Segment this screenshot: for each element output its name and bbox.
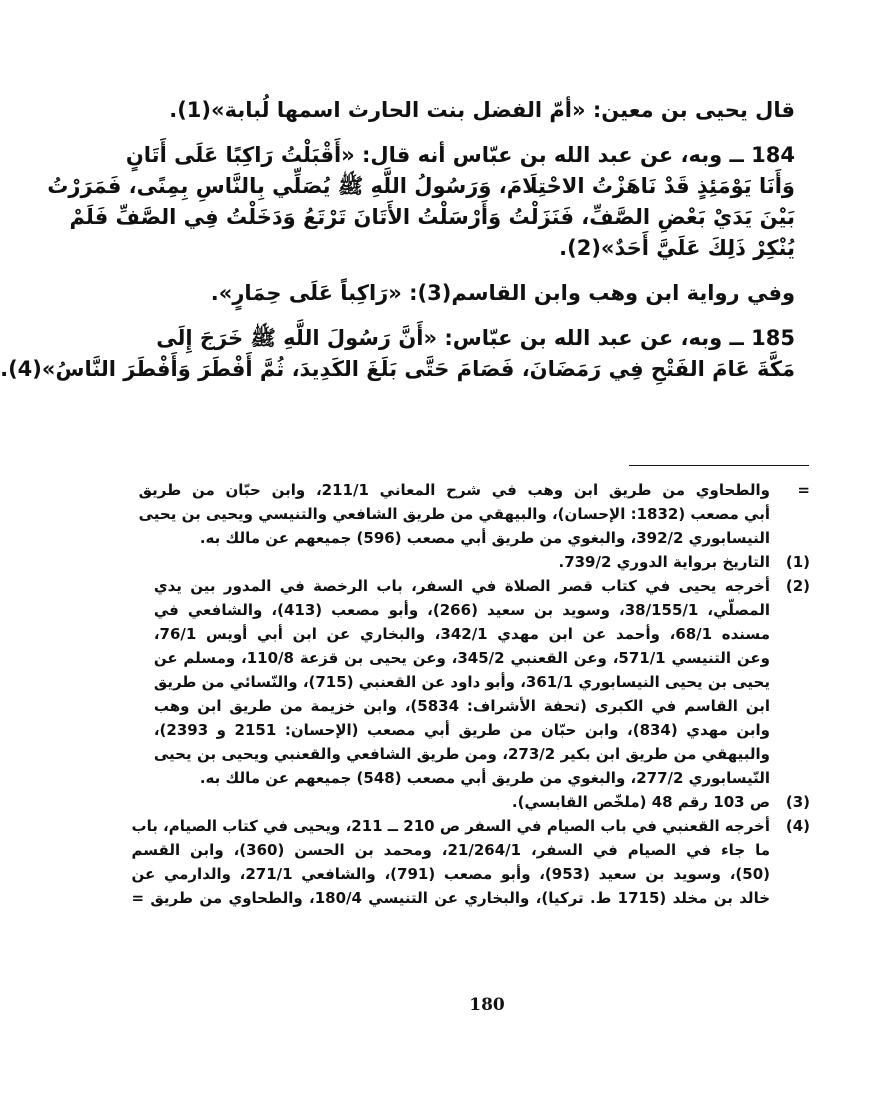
footnote-line: المصلّي، 38/155/1، وسويد بن سعيد (266)، وأبو مصعب (413)، والشافعي في (153, 601, 770, 619)
footnote (138, 478, 810, 550)
footnote-text (139, 478, 770, 550)
footnote-line: وابن مهدي (834)، وابن حبّان من طريق أبي مصعب (الإحسان: 2151 و 2393)، (153, 721, 771, 739)
main-text (0, 95, 795, 385)
main-text-line: وفي رواية ابن وهب وابن القاسم(3): «رَاكِباً عَلَى حِمَارٍ». (210, 281, 795, 305)
page-number: 180 (469, 995, 505, 1015)
footnote-divider (629, 465, 809, 466)
footnote-line: والبيهقي من طريق ابن بكير 273/2، ومن طريق الشافعي والقعنبي ويحيى بن يحيى (153, 745, 770, 763)
footnote-line: يحيى بن يحيى النيسابوري 361/1، وأبو داود عن القعنبي (715)، والنّسائي من طريق (153, 673, 770, 691)
footnote-line: النّيسابوري 277/2، والبغوي من طريق أبي مصعب (548) جميعهم عن مالك به. (199, 769, 770, 787)
main-text-line: 185 ــ وبه، عن عبد الله بن عبّاس: «أَنَّ رَسُولَ اللَّهِ ﷺ خَرَجَ إِلَى (156, 326, 795, 350)
footnote-number: (2) (785, 577, 810, 595)
footnote-line: النيسابوري 392/2، والبغوي من طريق أبي مصعب (596) جميعهم عن مالك به. (199, 529, 770, 547)
footnotes (131, 478, 810, 910)
footnote (160, 550, 810, 574)
footnote-line: التاريخ برواية الدوري 739/2. (558, 553, 770, 571)
footnote (160, 790, 810, 814)
footnote-text (132, 814, 771, 910)
footnote-text (160, 790, 770, 814)
footnote-line: أخرجه يحيى في كتاب قصر الصلاة في السفر، باب الرخصة في المدور بين يدي (153, 577, 770, 595)
main-text-line: 184 ــ وبه، عن عبد الله بن عبّاس أنه قال: «أَقْبَلْتُ رَاكِبًا عَلَى أَتَانٍ (125, 143, 795, 167)
footnote-line: أخرجه القعنبي في باب الصيام في السفر ص 210 ــ 211، ويحيى في كتاب الصيام، باب (131, 817, 770, 835)
footnote (131, 814, 810, 910)
footnote-number: (4) (785, 817, 810, 835)
footnote-line: والطحاوي من طريق ابن وهب في شرح المعاني 211/1، وابن حبّان من طريق (138, 481, 771, 499)
main-text-line: وَأَنَا يَوْمَئِذٍ قَدْ نَاهَزْتُ الاحْتِلَامَ، وَرَسُولُ اللَّهِ ﷺ يُصَلِّي بِالنَّاسِ بِمِنًى، فَمَرَرْتُ (47, 174, 795, 198)
footnote-number: = (797, 481, 810, 499)
footnote-number: (1) (785, 553, 810, 571)
main-text-line: مَكَّةَ عَامَ الفَتْحِ فِي رَمَضَانَ، فَصَامَ حَتَّى بَلَغَ الكَدِيدَ، ثُمَّ أَفْطَرَ وَأَفْطَرَ النَّاسُ»(4). (0, 357, 795, 381)
footnote-text (160, 550, 770, 574)
footnote-line: مسنده 68/1، وأحمد عن ابن مهدي 342/1، والبخاري عن ابن أبي أويس 76/1، (153, 625, 770, 643)
main-text-line: قال يحيى بن معين: «أمّ الفضل بنت الحارث اسمها لُبابة»(1). (169, 98, 795, 122)
footnote-line: أبي مصعب (1832: الإحسان)، والبيهقي من طريق الشافعي والتنيسي ويحيى بن يحيى (138, 505, 770, 523)
footnote-line: ما جاء في الصيام في السفر، 21/264/1، ومحمد بن الحسن (360)، وابن القسم (131, 841, 771, 859)
footnote (153, 574, 810, 790)
main-text-line: يُنْكِرْ ذَلِكَ عَلَيَّ أَحَدٌ»(2). (559, 236, 795, 260)
footnote-text (154, 574, 770, 790)
footnote-line: (50)، وسويد بن سعيد (953)، وأبو مصعب (791)، والشافعي 271/1، والدارمي عن (131, 865, 770, 883)
footnote-line: ابن القاسم في الكبرى (تحفة الأشراف: 5834)، وابن خزيمة من طريق ابن وهب (153, 697, 770, 715)
footnote-line: خالد بن مخلد (1715 ط. تركيا)، والبخاري عن التنيسي 180/4، والطحاوي من طريق = (131, 889, 771, 907)
footnote-line: وعن التنيسي 571/1، وعن القعنبي 345/2، وعن يحيى بن قزعة 110/8، ومسلم عن (153, 649, 770, 667)
main-text-line: بَيْنَ يَدَيْ بَعْضِ الصَّفِّ، فَنَزَلْتُ وَأَرْسَلْتُ الأَتَانَ تَرْتَعُ وَدَخَلْتُ فِي الصَّفِّ فَلَمْ (69, 205, 795, 229)
footnote-number: (3) (785, 793, 810, 811)
footnote-line: ص 103 رقم 48 (ملخّص القابسي). (511, 793, 770, 811)
